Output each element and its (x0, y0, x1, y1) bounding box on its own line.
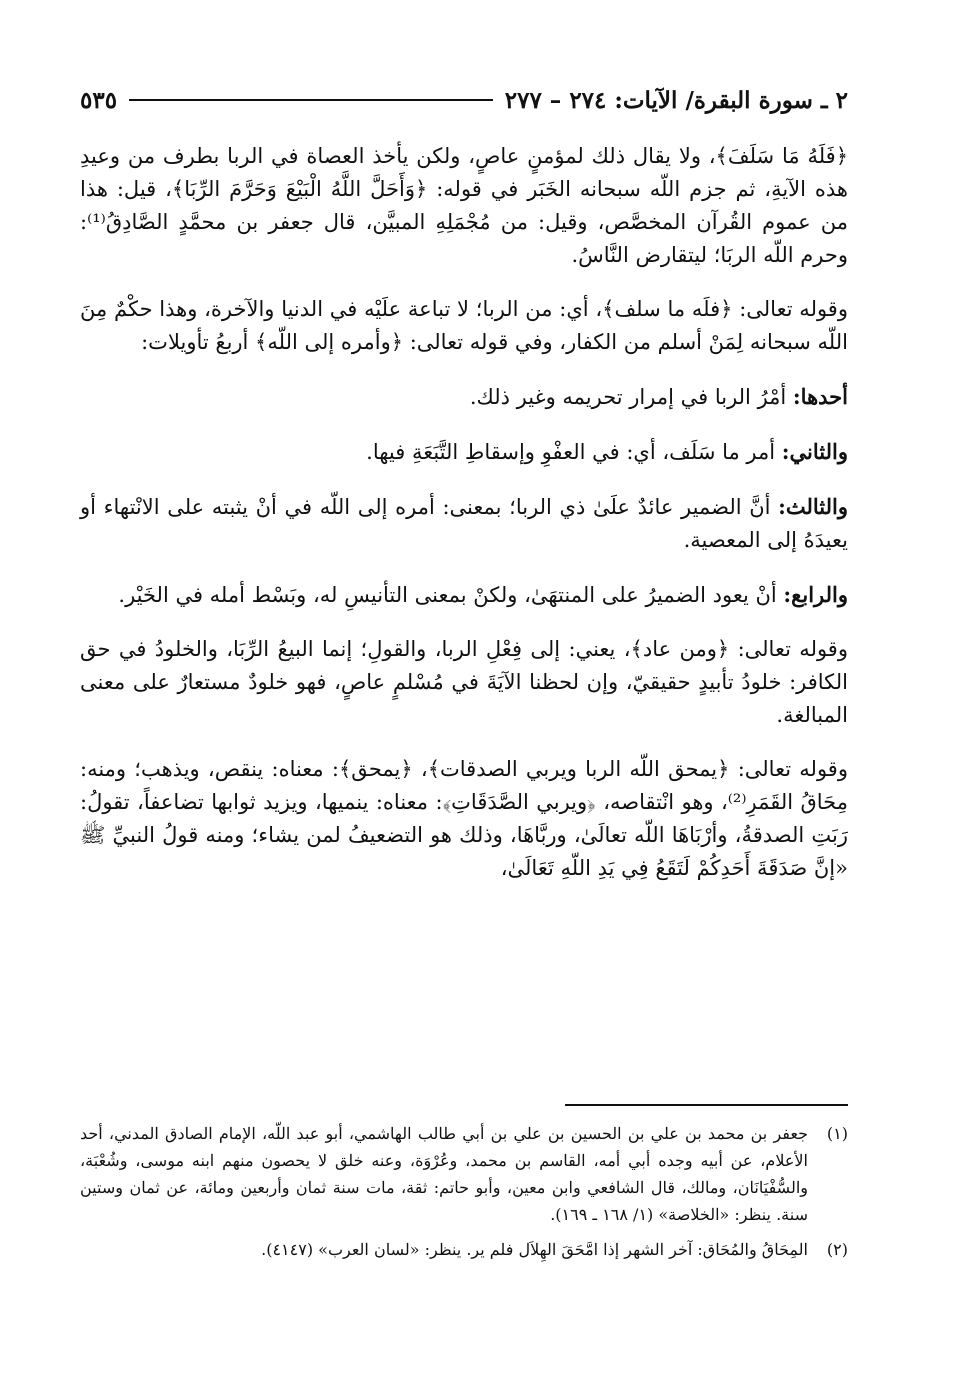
footnote (80, 1236, 848, 1263)
paragraph (80, 633, 848, 732)
footnote-number: (٢) (826, 1240, 848, 1259)
main-text (80, 140, 848, 906)
running-header (80, 80, 848, 120)
footnote-divider (565, 1104, 848, 1106)
paragraph-text: أنَّ الضمير عائدٌ علَىٰ ذي الربا؛ بمعنى: أمره إلى اللّه في أنْ يثبته على الانْتهاء أو يعيدَهُ إلى المعصية. (80, 495, 848, 552)
paragraph (80, 490, 848, 557)
paragraph (80, 578, 848, 612)
footnote-text: المِحَاقُ والمُحَاق: آخر الشهر إذا امَّحَقَ الهِلاَل فلم ير. ينظر: «لسان العرب» (٤١٤٧). (261, 1240, 808, 1259)
paragraph-lead: أحدها: (792, 384, 848, 409)
paragraph (80, 293, 848, 359)
paragraph (80, 140, 848, 272)
footnote-number: (١) (826, 1124, 848, 1143)
paragraph-text: ﴿فَلَهُ مَا سَلَفَ﴾، ولا يقال ذلك لمؤمنٍ عاصٍ، ولكن يأخذ العصاة في الربا بطرف من وعيدِ هذه الآيةِ، ثم جزم اللّه سبحانه الخَبَر في قوله: ﴿وَأَحَلَّ اللَّهُ الْبَيْعَ وَحَرَّمَ الرِّبَا﴾، قيل: هذا من عموم القُرآن المخصَّص، وقيل: من مُجْمَلِهِ المبيَّن، قال جعفر بن محمَّدٍ الصَّادِقُ⁽¹⁾: وحرم اللّه الربَا؛ ليتقارض النَّاسُ. (80, 144, 849, 267)
paragraph-lead: والثالث: (778, 494, 848, 519)
page-number: ٥٣٥ (80, 86, 118, 114)
header-rule (129, 99, 493, 101)
paragraph-lead: والثاني: (781, 439, 848, 464)
paragraph-lead: والرابع: (783, 582, 848, 607)
paragraph (80, 753, 848, 885)
footnotes (80, 1120, 848, 1271)
surah-heading: ٢ ـ سورة البقرة/ الآيات: ٢٧٤ – ٢٧٧ (504, 86, 848, 114)
paragraph (80, 435, 848, 469)
paragraph-text: وقوله تعالى: ﴿ومن عاد﴾، يعني: إلى فِعْلِ الربا، والقولِ؛ إنما البيعُ الرِّبَا، والخلودُ في حق الكافر: خلودُ تأبيدٍ حقيقيّ، وإن لحظنا الآيَةَ في مُسْلمٍ عاصٍ، فهو خلودٌ مستعارٌ على معنى المبالغة. (80, 637, 848, 727)
paragraph-text: أنْ يعود الضميرُ على المنتهَىٰ، ولكنْ بمعنى التأنيسِ له، وبَسْط أمله في الخَيْر. (118, 583, 784, 607)
footnote-text: جعفر بن محمد بن علي بن الحسين بن علي بن أبي طالب الهاشمي، أبو عبد اللّه، الإمام الصادق المدني، أحد الأعلام، عن أبيه وجده أبي أمه، القاسم بن محمد، وعُرْوَة، وعنه خلق لا يحصون منهم ابنه موسى، وشُعْبَة، والسُّفْيَانَان، ومالك، قال الشافعي وابن معين، وأبو حاتم: ثقة، مات سنة ثمان وأربعين ومائة، عن ثمان وستين سنة. ينظر: «الخلاصة» (١/ ١٦٨ ـ ١٦٩). (80, 1124, 809, 1224)
footnote (80, 1120, 848, 1228)
paragraph-text: وقوله تعالى: ﴿يمحق اللّه الربا ويربي الصدقات﴾، ﴿يمحق﴾: معناه: ينقص، ويذهب؛ ومنه: مِحَاقُ القَمَرِ⁽²⁾، وهو انْتقاصه، ﴿ويربي الصَّدَقَاتِ﴾: معناه: ينميها، ويزيد ثوابها تضاعفاً، تقولُ: رَبَتِ الصدقةُ، وأرْبَاهَا اللّه تعالَىٰ، وربَّاهَا، وذلك هو التضعيفُ لمن يشاء؛ ومنه قولُ النبيِّ ﷺ «إنَّ صَدَقَةَ أَحَدِكُمْ لَتَقَعُ فِي يَدِ اللّهِ تَعَالَىٰ، (80, 757, 848, 880)
paragraph-text: أمر ما سَلَف، أي: في العفْوِ وإسقاطِ التَّبَعَةِ فيها. (366, 440, 782, 464)
paragraph-text: وقوله تعالى: ﴿فلَه ما سلف﴾، أي: من الربا؛ لا تباعة علَيْه في الدنيا والآخرة، وهذا حكْمٌ مِنَ اللّه سبحانه لِمَنْ أسلم من الكفار، وفي قوله تعالى: ﴿وأمره إلى اللّه﴾ أربعُ تأويلات: (80, 297, 848, 354)
paragraph (80, 380, 848, 414)
paragraph-text: أمْرُ الربا في إمرار تحريمه وغير ذلك. (469, 385, 793, 409)
